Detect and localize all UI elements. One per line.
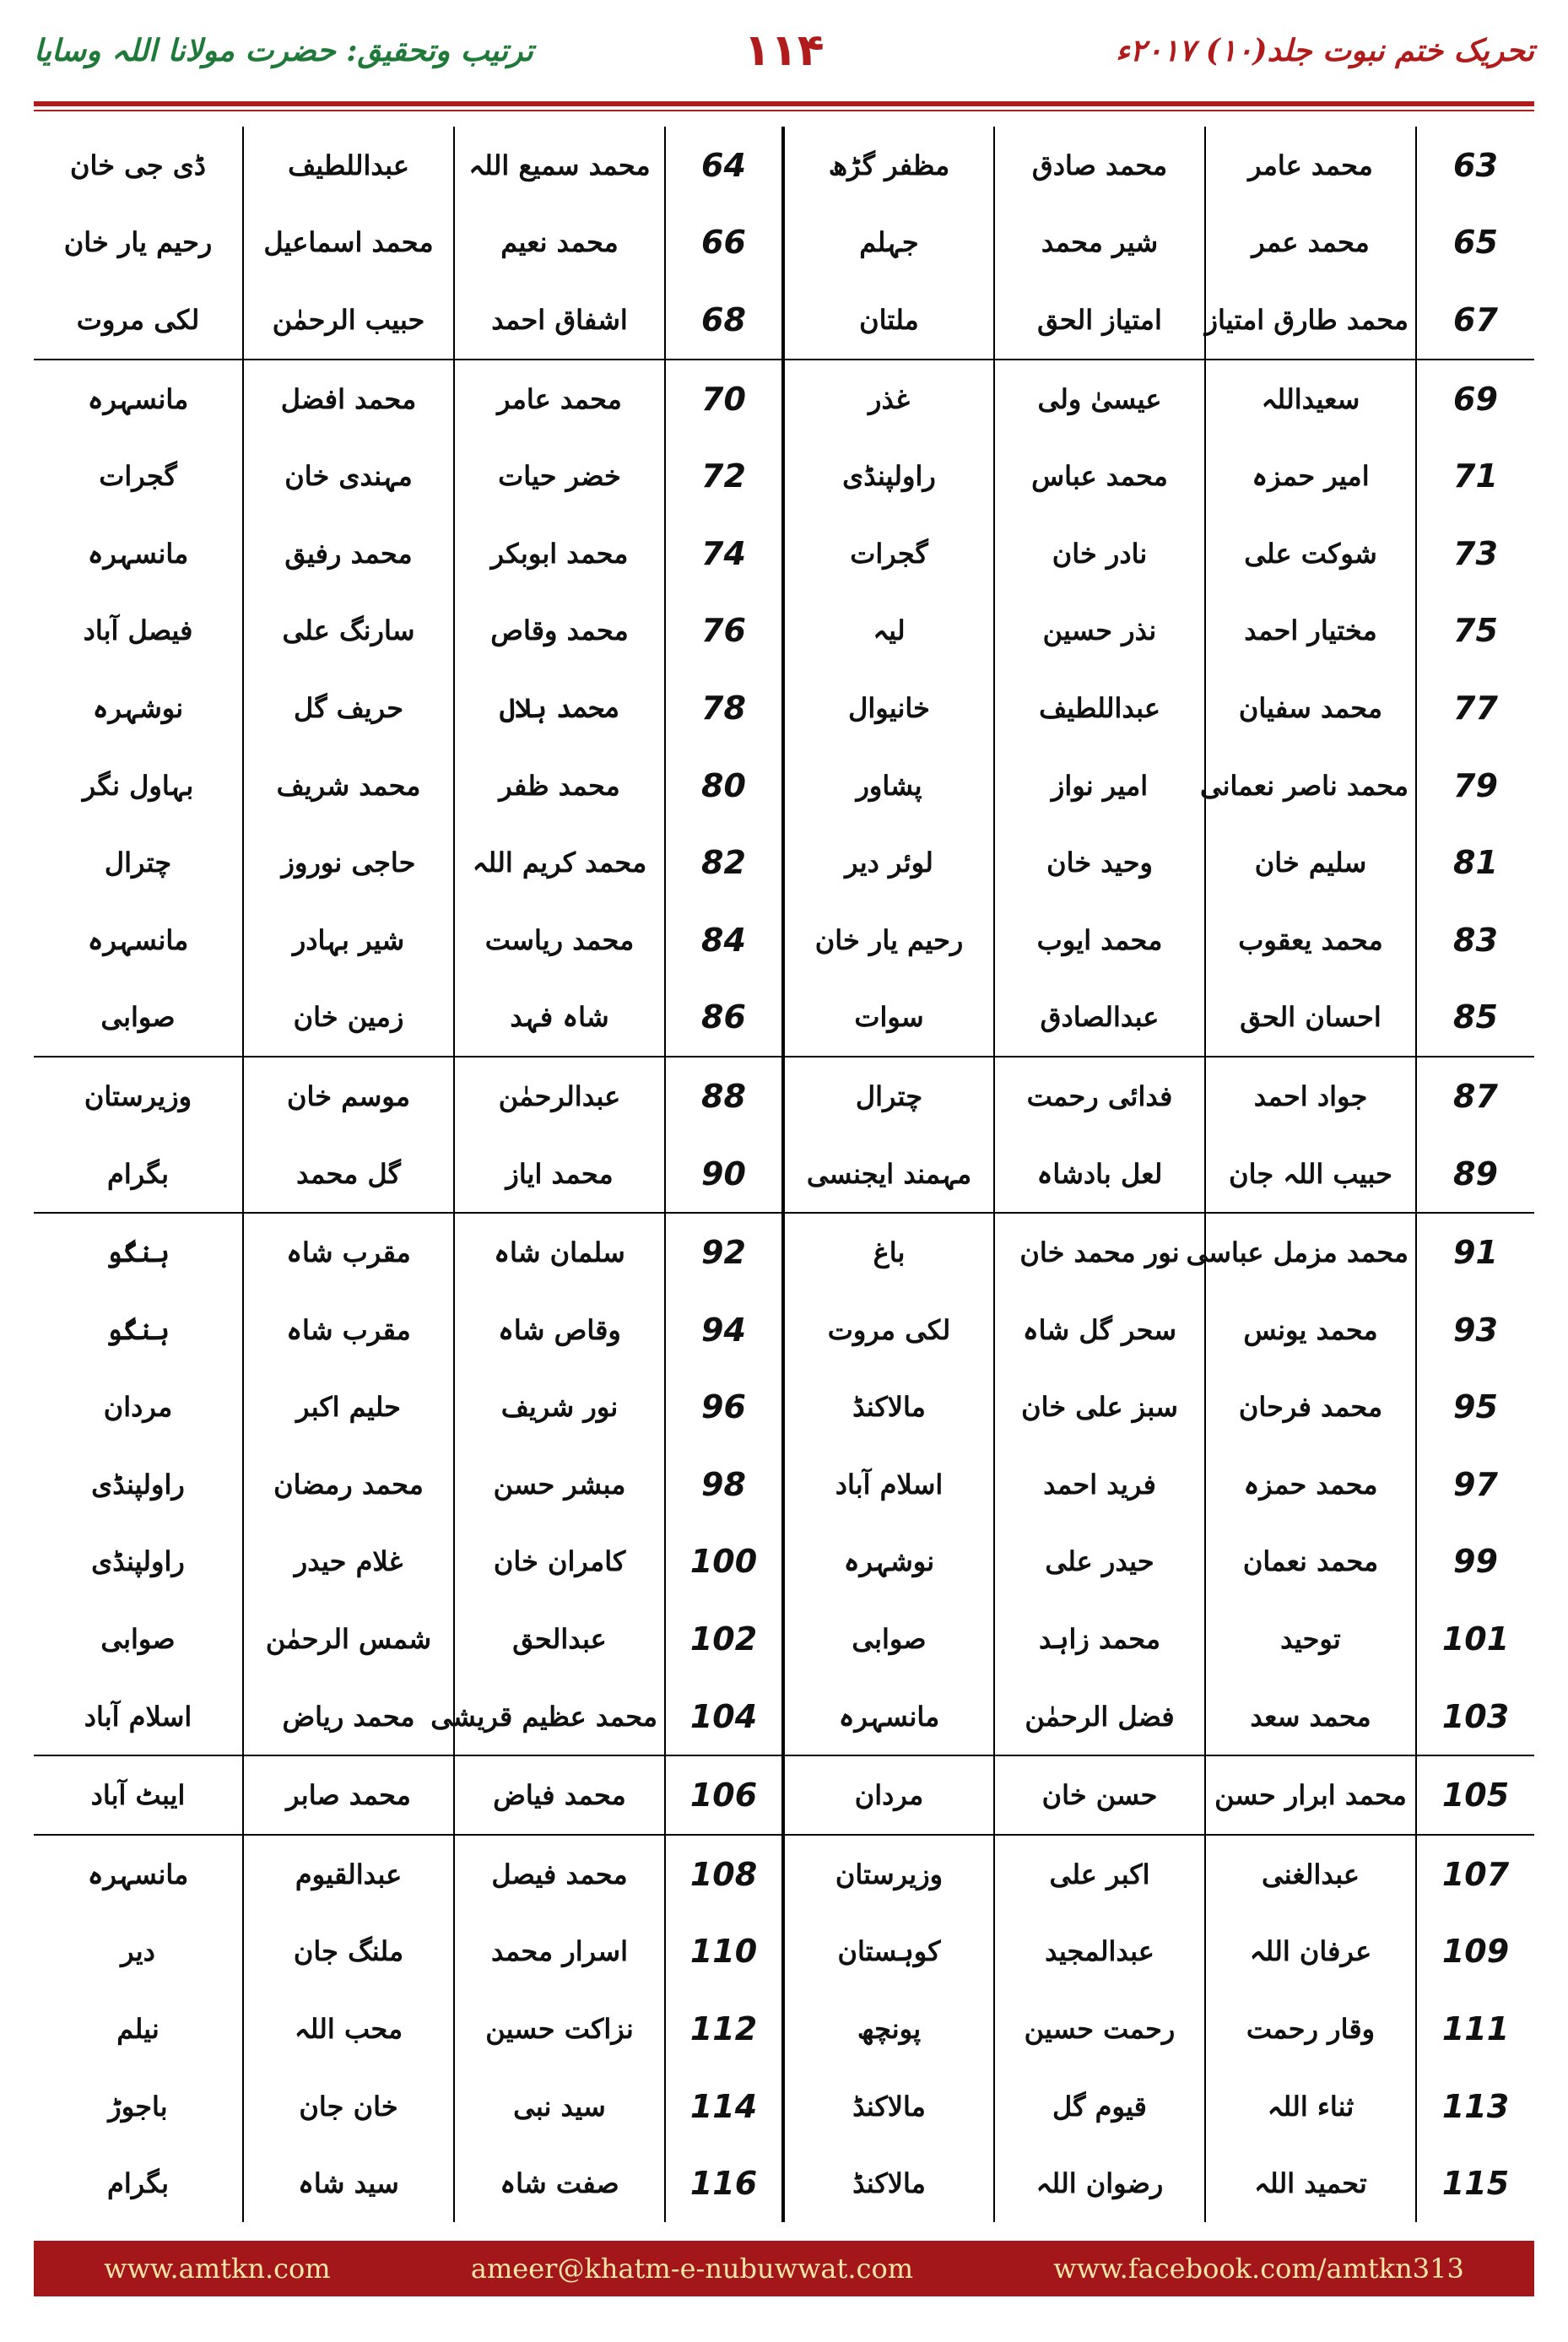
father-name: وحید خان bbox=[994, 824, 1205, 901]
father-name: موسم خان bbox=[243, 1057, 454, 1135]
place-name: گجرات bbox=[783, 515, 994, 592]
person-name: مختیار احمد bbox=[1205, 592, 1416, 670]
place-name: مالاکنڈ bbox=[783, 1369, 994, 1447]
serial-number: 105 bbox=[1416, 1755, 1534, 1835]
person-name: محمد سعد bbox=[1205, 1678, 1416, 1756]
place-name: چترال bbox=[104, 846, 172, 879]
person-name: محمد فیاض bbox=[454, 1755, 665, 1835]
person-name: محمد ایاز bbox=[454, 1135, 665, 1214]
place-name: صوابی bbox=[783, 1600, 994, 1678]
serial-number: 67 bbox=[1416, 281, 1534, 360]
serial-number: 87 bbox=[1416, 1057, 1534, 1135]
serial-number: 76 bbox=[665, 592, 783, 670]
father-name: عبداللطیف bbox=[994, 669, 1205, 747]
serial-number: 83 bbox=[1416, 901, 1534, 979]
father-name: حبیب الرحمٰن bbox=[243, 281, 454, 360]
father-name: سحر گل شاہ bbox=[994, 1291, 1205, 1369]
person-name: سعیداللہ bbox=[1205, 360, 1416, 438]
person-name: امیر حمزہ bbox=[1205, 437, 1416, 515]
serial-number: 78 bbox=[665, 669, 783, 747]
table-row bbox=[34, 127, 1534, 204]
person-name: محمد ہلال bbox=[454, 669, 665, 747]
father-name: محمد رمضان bbox=[243, 1446, 454, 1523]
person-name: عبدالحق bbox=[454, 1600, 665, 1678]
father-name: لعل بادشاہ bbox=[994, 1135, 1205, 1214]
table-row bbox=[34, 901, 1534, 979]
serial-number: 95 bbox=[1416, 1369, 1534, 1447]
person-name: محمد ناصر نعمانی bbox=[1205, 747, 1416, 825]
header-rule-thick bbox=[34, 101, 1534, 106]
place-name: نیلم bbox=[116, 2013, 160, 2046]
table-row bbox=[34, 515, 1534, 592]
father-name: نور محمد خان bbox=[994, 1213, 1205, 1291]
serial-number: 108 bbox=[665, 1835, 783, 1913]
serial-number: 102 bbox=[665, 1600, 783, 1678]
person-name: محمد نعمان bbox=[1205, 1523, 1416, 1601]
father-name: محمد زاہد bbox=[994, 1600, 1205, 1678]
table-row bbox=[34, 1369, 1534, 1447]
place-name: مانسہرہ bbox=[783, 1678, 994, 1756]
place-name: نوشہرہ bbox=[783, 1523, 994, 1601]
father-name: محمد شریف bbox=[243, 747, 454, 825]
serial-number: 65 bbox=[1416, 204, 1534, 282]
table-row bbox=[34, 1213, 1534, 1291]
place-name: مانسہرہ bbox=[87, 1858, 189, 1890]
table-row bbox=[34, 1600, 1534, 1678]
place-name: مانسہرہ bbox=[87, 382, 189, 415]
person-name: محمد فرحان bbox=[1205, 1369, 1416, 1447]
table-row bbox=[34, 1913, 1534, 1991]
father-name: عبدالصادق bbox=[994, 979, 1205, 1057]
table-row bbox=[34, 204, 1534, 282]
names-table bbox=[34, 127, 1534, 2222]
table-row bbox=[34, 1135, 1534, 1214]
serial-number: 111 bbox=[1416, 1990, 1534, 2068]
father-name: امیر نواز bbox=[994, 747, 1205, 825]
table-row bbox=[34, 360, 1534, 438]
father-name: زمین خان bbox=[243, 979, 454, 1057]
place-name: رحیم یار خان bbox=[63, 226, 213, 259]
father-name: فدائی رحمت bbox=[994, 1057, 1205, 1135]
person-name: نزاکت حسین bbox=[454, 1990, 665, 2068]
table-row bbox=[34, 1990, 1534, 2068]
person-name: عبدالرحمٰن bbox=[454, 1057, 665, 1135]
place-name: غذر bbox=[783, 360, 994, 438]
father-name: حیدر علی bbox=[994, 1523, 1205, 1601]
serial-number: 89 bbox=[1416, 1135, 1534, 1214]
place-name: صوابی bbox=[100, 1623, 176, 1656]
serial-number: 73 bbox=[1416, 515, 1534, 592]
serial-number: 110 bbox=[665, 1913, 783, 1991]
person-name: محمد یعقوب bbox=[1205, 901, 1416, 979]
person-name: محمد عامر bbox=[454, 360, 665, 438]
father-name: حلیم اکبر bbox=[243, 1369, 454, 1447]
person-name: محمد فیصل bbox=[454, 1835, 665, 1913]
book-title: تحریک ختم نبوت جلد(۱۰) ۲۰۱۷ء bbox=[1115, 33, 1534, 68]
father-name: حسن خان bbox=[994, 1755, 1205, 1835]
father-name: قیوم گل bbox=[994, 2068, 1205, 2145]
person-name: عبدالغنی bbox=[1205, 1835, 1416, 1913]
father-name: محمد عباس bbox=[994, 437, 1205, 515]
table-row bbox=[34, 669, 1534, 747]
header-rule-thin bbox=[34, 110, 1534, 111]
serial-number: 94 bbox=[665, 1291, 783, 1369]
person-name: حبیب اللہ جان bbox=[1205, 1135, 1416, 1214]
person-name: محمد یونس bbox=[1205, 1291, 1416, 1369]
father-name: امتیاز الحق bbox=[994, 281, 1205, 360]
table-row bbox=[34, 1291, 1534, 1369]
father-name: فضل الرحمٰن bbox=[994, 1678, 1205, 1756]
person-name: صفت شاہ bbox=[454, 2145, 665, 2222]
place-name: لکی مروت bbox=[34, 281, 243, 360]
place-name: راولپنڈی bbox=[783, 437, 994, 515]
person-name: جواد احمد bbox=[1205, 1057, 1416, 1135]
serial-number: 74 bbox=[665, 515, 783, 592]
place-name: صوابی bbox=[34, 979, 243, 1057]
father-name: محمد اسماعیل bbox=[243, 204, 454, 282]
serial-number: 77 bbox=[1416, 669, 1534, 747]
father-name: ملنگ جان bbox=[243, 1913, 454, 1991]
page-header bbox=[0, 0, 1568, 110]
place-name: مردان bbox=[783, 1755, 994, 1835]
page-number: ۱۱۴ bbox=[743, 25, 825, 76]
table-row bbox=[34, 1523, 1534, 1601]
person-name: محمد حمزہ bbox=[1205, 1446, 1416, 1523]
place-name: دیر bbox=[121, 1935, 155, 1968]
person-name: کامران خان bbox=[454, 1523, 665, 1601]
father-name: گل محمد bbox=[243, 1135, 454, 1214]
father-name: عیسیٰ ولی bbox=[994, 360, 1205, 438]
father-name: محمد ریاض bbox=[243, 1678, 454, 1756]
place-name: مانسہرہ bbox=[87, 537, 189, 570]
person-name: خضر حیات bbox=[454, 437, 665, 515]
place-name: رحیم یار خان bbox=[783, 901, 994, 979]
serial-number: 107 bbox=[1416, 1835, 1534, 1913]
father-name: محب اللہ bbox=[243, 1990, 454, 2068]
table-row bbox=[34, 1678, 1534, 1756]
serial-number: 91 bbox=[1416, 1213, 1534, 1291]
father-name: مقرب شاہ bbox=[243, 1291, 454, 1369]
place-name: باغ bbox=[783, 1213, 994, 1291]
serial-number: 70 bbox=[665, 360, 783, 438]
person-name: نور شریف bbox=[454, 1369, 665, 1447]
place-name: بگرام bbox=[34, 1135, 243, 1214]
serial-number: 92 bbox=[665, 1213, 783, 1291]
person-name: محمد ظفر bbox=[454, 747, 665, 825]
person-name: محمد وقاص bbox=[454, 592, 665, 670]
serial-number: 71 bbox=[1416, 437, 1534, 515]
father-name: محمد رفیق bbox=[243, 515, 454, 592]
serial-number: 98 bbox=[665, 1446, 783, 1523]
father-name: شمس الرحمٰن bbox=[243, 1600, 454, 1678]
father-name: خان جان bbox=[243, 2068, 454, 2145]
person-name: محمد عمر bbox=[1205, 204, 1416, 282]
serial-number: 82 bbox=[665, 824, 783, 901]
serial-number: 68 bbox=[665, 281, 783, 360]
table-row bbox=[34, 979, 1534, 1057]
person-name: محمد طارق امتیاز bbox=[1205, 281, 1416, 360]
compiler-credit: ترتیب وتحقیق: حضرت مولانا اللہ وسایا bbox=[34, 33, 533, 68]
serial-number: 90 bbox=[665, 1135, 783, 1214]
table-row bbox=[34, 1446, 1534, 1523]
father-name: محمد صابر bbox=[243, 1755, 454, 1835]
person-name: وقاص شاہ bbox=[454, 1291, 665, 1369]
father-name: حاجی نوروز bbox=[243, 824, 454, 901]
serial-number: 100 bbox=[665, 1523, 783, 1601]
table-row bbox=[34, 592, 1534, 670]
serial-number: 113 bbox=[1416, 2068, 1534, 2145]
serial-number: 112 bbox=[665, 1990, 783, 2068]
father-name: محمد ایوب bbox=[994, 901, 1205, 979]
person-name: مبشر حسن bbox=[454, 1446, 665, 1523]
father-name: مقرب شاہ bbox=[243, 1213, 454, 1291]
serial-number: 84 bbox=[665, 901, 783, 979]
serial-number: 66 bbox=[665, 204, 783, 282]
father-name: نادر خان bbox=[994, 515, 1205, 592]
person-name: اشفاق احمد bbox=[454, 281, 665, 360]
names-table-wrapper bbox=[34, 127, 1534, 2222]
person-name: عرفان اللہ bbox=[1205, 1913, 1416, 1991]
serial-number: 97 bbox=[1416, 1446, 1534, 1523]
person-name: احسان الحق bbox=[1205, 979, 1416, 1057]
place-name: کوہستان bbox=[783, 1913, 994, 1991]
father-name: محمد صادق bbox=[994, 127, 1205, 204]
father-name: سید شاہ bbox=[243, 2145, 454, 2222]
father-name: رحمت حسین bbox=[994, 1990, 1205, 2068]
serial-number: 93 bbox=[1416, 1291, 1534, 1369]
person-name: تحمید اللہ bbox=[1205, 2145, 1416, 2222]
place-name: مالاکنڈ bbox=[783, 2145, 994, 2222]
place-name: سوات bbox=[783, 979, 994, 1057]
father-name: فرید احمد bbox=[994, 1446, 1205, 1523]
father-name: عبداللطیف bbox=[243, 127, 454, 204]
person-name: وقار رحمت bbox=[1205, 1990, 1416, 2068]
place-name: لکی مروت bbox=[783, 1291, 994, 1369]
place-name: ایبٹ آباد bbox=[34, 1755, 243, 1835]
person-name: محمد عظیم قریشی bbox=[454, 1678, 665, 1756]
person-name: محمد مزمل عباسی bbox=[1205, 1213, 1416, 1291]
serial-number: 109 bbox=[1416, 1913, 1534, 1991]
place-name: نوشہرہ bbox=[92, 691, 184, 724]
serial-number: 103 bbox=[1416, 1678, 1534, 1756]
table-row bbox=[34, 1755, 1534, 1835]
person-name: محمد عامر bbox=[1205, 127, 1416, 204]
page-footer bbox=[34, 2241, 1534, 2296]
person-name: شوکت علی bbox=[1205, 515, 1416, 592]
place-name: ملتان bbox=[783, 281, 994, 360]
father-name: شیر بہادر bbox=[243, 901, 454, 979]
place-name: اسلام آباد bbox=[783, 1446, 994, 1523]
place-name: مالاکنڈ bbox=[783, 2068, 994, 2145]
place-name: جہلم bbox=[783, 204, 994, 282]
place-name: بگرام bbox=[107, 2167, 169, 2200]
table-row bbox=[34, 281, 1534, 360]
place-name: وزیرستان bbox=[783, 1835, 994, 1913]
place-name: پشاور bbox=[783, 747, 994, 825]
place-name: مظفر گڑھ bbox=[783, 127, 994, 204]
place-name: مانسہرہ bbox=[87, 923, 189, 956]
person-name: محمد نعیم bbox=[454, 204, 665, 282]
place-name: مہمند ایجنسی bbox=[783, 1135, 994, 1214]
serial-number: 115 bbox=[1416, 2145, 1534, 2222]
place-name: ڈی جی خان bbox=[69, 149, 207, 181]
serial-number: 69 bbox=[1416, 360, 1534, 438]
serial-number: 88 bbox=[665, 1057, 783, 1135]
serial-number: 81 bbox=[1416, 824, 1534, 901]
father-name: غلام حیدر bbox=[243, 1523, 454, 1601]
place-name: خانیوال bbox=[783, 669, 994, 747]
table-row bbox=[34, 2145, 1534, 2222]
person-name: سلمان شاہ bbox=[454, 1213, 665, 1291]
serial-number: 96 bbox=[665, 1369, 783, 1447]
place-name: فیصل آباد bbox=[83, 614, 193, 647]
place-name: چترال bbox=[783, 1057, 994, 1135]
father-name: اکبر علی bbox=[994, 1835, 1205, 1913]
serial-number: 104 bbox=[665, 1678, 783, 1756]
person-name: محمد ریاست bbox=[454, 901, 665, 979]
place-name: ہنگو bbox=[106, 1313, 170, 1346]
place-name: بہاول نگر bbox=[82, 769, 194, 802]
place-name: مردان bbox=[103, 1391, 173, 1424]
father-name: رضوان اللہ bbox=[994, 2145, 1205, 2222]
facebook-link[interactable]: www.facebook.com/amtkn313 bbox=[1053, 2253, 1464, 2285]
person-name: توحید bbox=[1205, 1600, 1416, 1678]
place-name: لیہ bbox=[783, 592, 994, 670]
serial-number: 114 bbox=[665, 2068, 783, 2145]
table-row bbox=[34, 1057, 1534, 1135]
person-name: شاہ فہد bbox=[454, 979, 665, 1057]
serial-number: 116 bbox=[665, 2145, 783, 2222]
serial-number: 72 bbox=[665, 437, 783, 515]
table-row bbox=[34, 2068, 1534, 2145]
place-name: پونچھ bbox=[783, 1990, 994, 2068]
father-name: سارنگ علی bbox=[243, 592, 454, 670]
father-name: مہندی خان bbox=[243, 437, 454, 515]
person-name: محمد سفیان bbox=[1205, 669, 1416, 747]
serial-number: 79 bbox=[1416, 747, 1534, 825]
person-name: اسرار محمد bbox=[454, 1913, 665, 1991]
person-name: سلیم خان bbox=[1205, 824, 1416, 901]
table-row bbox=[34, 437, 1534, 515]
email-link[interactable]: ameer@khatm-e-nubuwwat.com bbox=[470, 2253, 914, 2285]
person-name: محمد ابوبکر bbox=[454, 515, 665, 592]
serial-number: 86 bbox=[665, 979, 783, 1057]
table-row bbox=[34, 824, 1534, 901]
serial-number: 64 bbox=[665, 127, 783, 204]
serial-number: 101 bbox=[1416, 1600, 1534, 1678]
father-name: محمد افضل bbox=[243, 360, 454, 438]
father-name: حریف گل bbox=[243, 669, 454, 747]
father-name: سبز علی خان bbox=[994, 1369, 1205, 1447]
serial-number: 85 bbox=[1416, 979, 1534, 1057]
serial-number: 99 bbox=[1416, 1523, 1534, 1601]
serial-number: 106 bbox=[665, 1755, 783, 1835]
person-name: سید نبی bbox=[454, 2068, 665, 2145]
place-name: وزیرستان bbox=[84, 1079, 192, 1112]
table-row bbox=[34, 1835, 1534, 1913]
father-name: عبدالمجید bbox=[994, 1913, 1205, 1991]
person-name: محمد سمیع اللہ bbox=[454, 127, 665, 204]
website-link[interactable]: www.amtkn.com bbox=[104, 2253, 331, 2285]
serial-number: 75 bbox=[1416, 592, 1534, 670]
father-name: عبدالقیوم bbox=[243, 1835, 454, 1913]
place-name: لوئر دیر bbox=[783, 824, 994, 901]
serial-number: 63 bbox=[1416, 127, 1534, 204]
place-name: باجوڑ bbox=[108, 2090, 168, 2123]
table-body bbox=[34, 127, 1534, 2222]
father-name: شیر محمد bbox=[994, 204, 1205, 282]
place-name: ہنگو bbox=[106, 1236, 170, 1269]
place-name: راولپنڈی bbox=[91, 1468, 185, 1501]
person-name: محمد کریم اللہ bbox=[454, 824, 665, 901]
place-name: اسلام آباد bbox=[34, 1678, 243, 1756]
place-name: راولپنڈی bbox=[91, 1545, 185, 1578]
person-name: محمد ابرار حسن bbox=[1205, 1755, 1416, 1835]
person-name: ثناء اللہ bbox=[1205, 2068, 1416, 2145]
father-name: نذر حسین bbox=[994, 592, 1205, 670]
table-row bbox=[34, 747, 1534, 825]
serial-number: 80 bbox=[665, 747, 783, 825]
place-name: گجرات bbox=[99, 460, 177, 493]
